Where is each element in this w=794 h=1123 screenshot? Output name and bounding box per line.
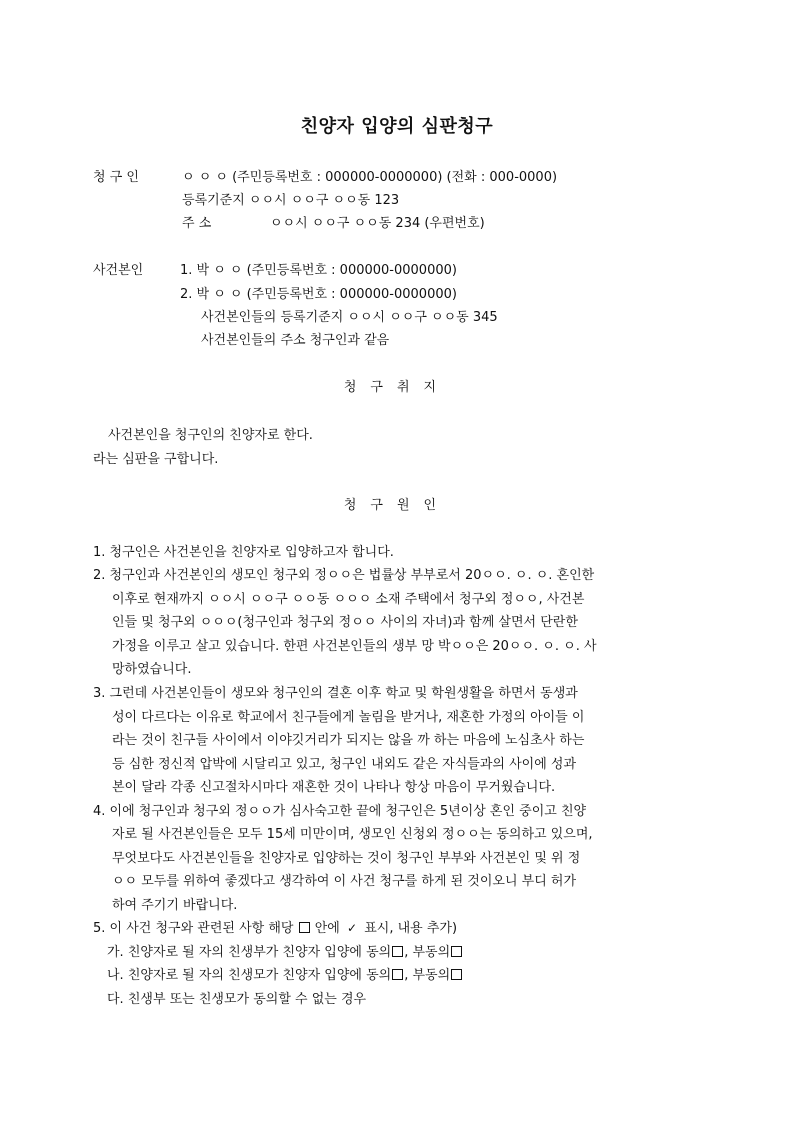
sub-item-c: 다. 친생부 또는 친생모가 동의할 수 없는 경우: [107, 992, 367, 1007]
purpose-line-1: 사건본인을 청구인의 친양자로 한다.: [108, 428, 313, 443]
cause-line: 4. 이에 청구인과 청구외 정ㅇㅇ가 심사숙고한 끝에 청구인은 5년이상 혼인 중이고 친양: [93, 804, 587, 819]
principal-2: 2. 박 ㅇ ㅇ (주민등록번호 : 000000-0000000): [180, 287, 457, 302]
petitioner-line-1: ㅇ ㅇ ㅇ (주민등록번호 : 000000-0000000) (전화 : 000-0000): [182, 170, 558, 185]
sub-item-b-sep: , 부동의: [404, 968, 451, 983]
cause-line: 자로 될 사건본인들은 모두 15세 미만이며, 생모인 신청외 정ㅇㅇ는 동의하고 있으며,: [112, 827, 593, 842]
sub-item-a-sep: , 부동의: [404, 945, 451, 960]
sub-item-b-text: 나. 친양자로 될 자의 친생모가 친양자 입양에 동의: [107, 968, 392, 983]
petitioner-label: 청 구 인: [93, 170, 139, 185]
item-5-text-c: 표시, 내용 추가): [364, 921, 458, 936]
purpose-heading: 청구취지: [343, 380, 451, 395]
cause-line: 이후로 현재까지 ㅇㅇ시 ㅇㅇ구 ㅇㅇ동 ㅇㅇㅇ 소재 주택에서 청구외 정ㅇㅇ, 사건본: [112, 592, 585, 607]
item-5-text-a: 5. 이 사건 청구와 관련된 사항 해당: [93, 921, 294, 936]
principals-address: 사건본인들의 주소 청구인과 같음: [201, 333, 390, 348]
petitioner-line-2: 등록기준지 ㅇㅇ시 ㅇㅇ구 ㅇㅇ동 123: [182, 193, 400, 208]
sub-item-a-text: 가. 친양자로 될 자의 친생부가 친양자 입양에 동의: [107, 945, 392, 960]
sub-item-b: [107, 968, 463, 983]
cause-line: 성이 다르다는 이유로 학교에서 친구들에게 놀림을 받거나, 재혼한 가정의 아이들 이: [112, 710, 585, 725]
cause-heading: 청구원인: [343, 498, 451, 513]
principals-label: 사건본인: [93, 263, 144, 278]
sub-item-a: [107, 945, 463, 960]
cause-line: 라는 것이 친구들 사이에서 이야깃거리가 되지는 않을 까 하는 마음에 노심초사 하는: [112, 733, 585, 748]
cause-line: 망하였습니다.: [112, 662, 192, 677]
document-title: 친양자 입양의 심판청구: [300, 116, 494, 137]
cause-line: 등 심한 정신적 압박에 시달리고 있고, 청구인 내외도 같은 자식들과의 사이에 성과: [112, 757, 577, 772]
dissent-checkbox-father[interactable]: [451, 946, 462, 957]
checkbox-empty-icon[interactable]: [299, 922, 310, 933]
cause-line: 1. 청구인은 사건본인을 친양자로 입양하고자 합니다.: [93, 545, 394, 560]
checkmark-icon: ✓: [347, 921, 358, 935]
item-5-line: [93, 921, 457, 936]
address-value: ㅇㅇ시 ㅇㅇ구 ㅇㅇ동 234 (우편번호): [270, 216, 485, 231]
cause-line: 본이 달라 각종 신고절차시마다 재혼한 것이 나타나 항상 마음이 무거웠습니다.: [112, 780, 556, 795]
purpose-line-2: 라는 심판을 구합니다.: [93, 452, 219, 467]
item-5-text-b: 안에: [314, 921, 340, 936]
cause-line: 2. 청구인과 사건본인의 생모인 청구외 정ㅇㅇ은 법률상 부부로서 20ㅇㅇ. ㅇ. ㅇ. 혼인한: [93, 568, 595, 583]
cause-line: ㅇㅇ 모두를 위하여 좋겠다고 생각하여 이 사건 청구를 하게 된 것이오니 부디 허가: [112, 874, 577, 889]
dissent-checkbox-mother[interactable]: [451, 969, 462, 980]
cause-line: 3. 그런데 사건본인들이 생모와 청구인의 결혼 이후 학교 및 학원생활을 하면서 동생과: [93, 686, 578, 701]
consent-checkbox-father[interactable]: [392, 946, 403, 957]
cause-line: 인들 및 청구외 ㅇㅇㅇ(청구인과 청구외 정ㅇㅇ 사이의 자녀)과 함께 살면서 단란한: [112, 615, 578, 630]
cause-line: 무엇보다도 사건본인들을 친양자로 입양하는 것이 청구인 부부와 사건본인 및 위 정: [112, 851, 581, 866]
cause-line: 하여 주기기 바랍니다.: [112, 898, 238, 913]
cause-line: 가정을 이루고 살고 있습니다. 한편 사건본인들의 생부 망 박ㅇㅇ은 20ㅇㅇ. ㅇ. ㅇ. 사: [112, 639, 597, 654]
address-label: 주 소: [182, 216, 212, 231]
consent-checkbox-mother[interactable]: [392, 969, 403, 980]
principals-registration: 사건본인들의 등록기준지 ㅇㅇ시 ㅇㅇ구 ㅇㅇ동 345: [201, 310, 498, 325]
principal-1: 1. 박 ㅇ ㅇ (주민등록번호 : 000000-0000000): [180, 263, 457, 278]
